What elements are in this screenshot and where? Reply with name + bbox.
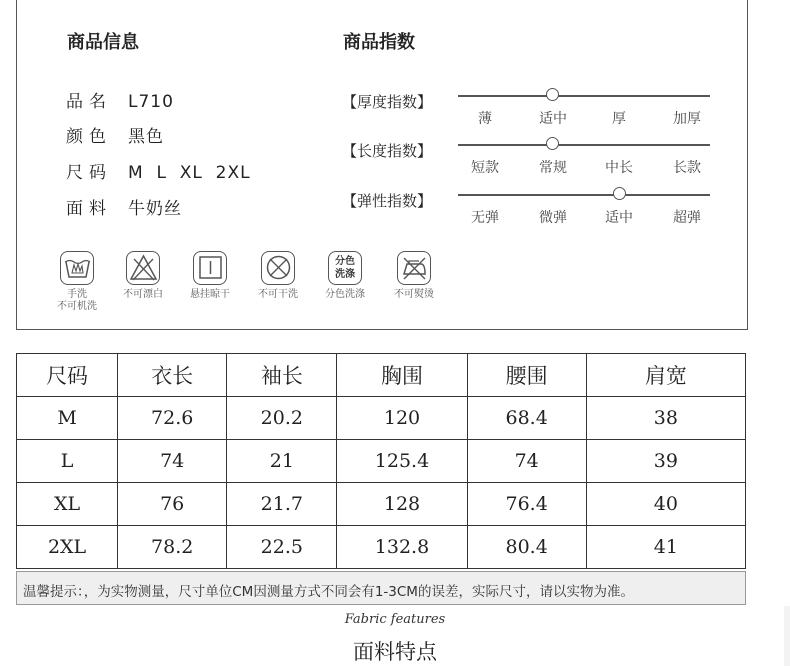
spec-row-name [66, 87, 174, 112]
table-row [17, 483, 746, 526]
scale-option: 超弹 [673, 210, 701, 226]
no-dry-clean-icon [261, 251, 295, 285]
scale-option: 中长 [605, 160, 633, 176]
table-row [17, 397, 746, 440]
length-scale-marker [546, 137, 559, 150]
product-info-title: 商品信息 [67, 32, 139, 53]
care-item-hang-dry [182, 251, 238, 301]
scale-option: 常规 [539, 160, 567, 176]
product-index-title: 商品指数 [343, 32, 415, 53]
thickness-index-label: 【厚度指数】 [342, 93, 433, 111]
table-cell: XL [17, 483, 118, 526]
scale-option: 微弹 [539, 210, 567, 226]
separate-wash-icon [328, 251, 362, 285]
table-cell: 72.6 [118, 397, 227, 440]
icon-text: 洗涤 [335, 269, 355, 280]
care-item-hand-wash [49, 251, 105, 313]
column-header: 尺码 [17, 354, 118, 397]
thickness-scale-marker [546, 88, 559, 101]
column-header: 胸围 [337, 354, 467, 397]
spec-row-size [66, 158, 251, 183]
care-caption: 不可漂白 [123, 289, 163, 300]
table-cell: 128 [337, 483, 467, 526]
table-cell: L [17, 440, 118, 483]
column-header: 肩宽 [586, 354, 745, 397]
spec-key: 颜色 [66, 127, 112, 147]
table-cell: 120 [337, 397, 467, 440]
care-caption: 不可熨烫 [394, 289, 434, 300]
spec-value: M L XL 2XL [128, 163, 251, 183]
table-cell: 41 [586, 526, 745, 569]
scale-option: 加厚 [673, 111, 701, 127]
length-index-label: 【长度指数】 [342, 142, 433, 160]
hang-dry-icon [193, 251, 227, 285]
care-caption: 不可干洗 [258, 289, 298, 300]
scale-option: 厚 [612, 111, 626, 127]
no-bleach-icon [126, 251, 160, 285]
column-header: 袖长 [227, 354, 337, 397]
measurement-note: 温馨提示：，为实物测量，尺寸单位CM因测量方式不同会有1-3CM的误差，实际尺寸，请以实物为准。 [16, 571, 746, 605]
thickness-scale [458, 95, 710, 97]
spec-row-fabric [66, 194, 182, 219]
spec-row-color [66, 122, 164, 147]
spec-value: 牛奶丝 [128, 199, 182, 219]
table-cell: 38 [586, 397, 745, 440]
care-caption: 分色洗涤 [325, 289, 365, 300]
scale-option: 长款 [673, 160, 701, 176]
elasticity-index-label: 【弹性指数】 [342, 192, 433, 210]
spec-key: 品名 [66, 92, 112, 112]
table-cell: 68.4 [467, 397, 586, 440]
spec-key: 尺码 [66, 163, 112, 183]
care-caption: 不可机洗 [57, 301, 97, 312]
care-item-no-iron [386, 251, 442, 301]
size-table-header [17, 354, 746, 397]
scale-option: 薄 [478, 111, 492, 127]
table-cell: 74 [467, 440, 586, 483]
column-header: 衣长 [118, 354, 227, 397]
table-cell: 2XL [17, 526, 118, 569]
fabric-features-title-en: Fabric features [344, 612, 446, 627]
table-cell: 78.2 [118, 526, 227, 569]
column-header: 腰围 [467, 354, 586, 397]
scale-option: 适中 [539, 111, 567, 127]
fabric-features-title: 面料特点 [353, 640, 437, 664]
scale-option: 短款 [471, 160, 499, 176]
table-row [17, 526, 746, 569]
scale-option: 适中 [605, 210, 633, 226]
page-edge [784, 606, 790, 666]
table-cell: 125.4 [337, 440, 467, 483]
table-row [17, 440, 746, 483]
table-cell: 76 [118, 483, 227, 526]
table-cell: 22.5 [227, 526, 337, 569]
spec-value: L710 [128, 92, 174, 112]
care-caption: 手洗 [67, 289, 87, 300]
table-cell: M [17, 397, 118, 440]
table-cell: 40 [586, 483, 745, 526]
elasticity-scale-marker [613, 187, 626, 200]
no-iron-icon [397, 251, 431, 285]
elasticity-scale [458, 194, 710, 196]
size-table [16, 353, 746, 569]
hand-wash-icon [60, 251, 94, 285]
spec-key: 面料 [66, 199, 112, 219]
table-cell: 21.7 [227, 483, 337, 526]
care-item-no-bleach [115, 251, 171, 301]
table-cell: 132.8 [337, 526, 467, 569]
care-item-separate-wash [317, 251, 373, 301]
icon-text: 分色 [335, 256, 355, 267]
table-cell: 76.4 [467, 483, 586, 526]
spec-value: 黑色 [128, 127, 164, 147]
table-cell: 39 [586, 440, 745, 483]
table-cell: 21 [227, 440, 337, 483]
length-scale [458, 144, 710, 146]
table-cell: 74 [118, 440, 227, 483]
table-cell: 80.4 [467, 526, 586, 569]
table-cell: 20.2 [227, 397, 337, 440]
care-caption: 悬挂晾干 [190, 289, 230, 300]
scale-option: 无弹 [471, 210, 499, 226]
care-item-no-dry-clean [250, 251, 306, 301]
